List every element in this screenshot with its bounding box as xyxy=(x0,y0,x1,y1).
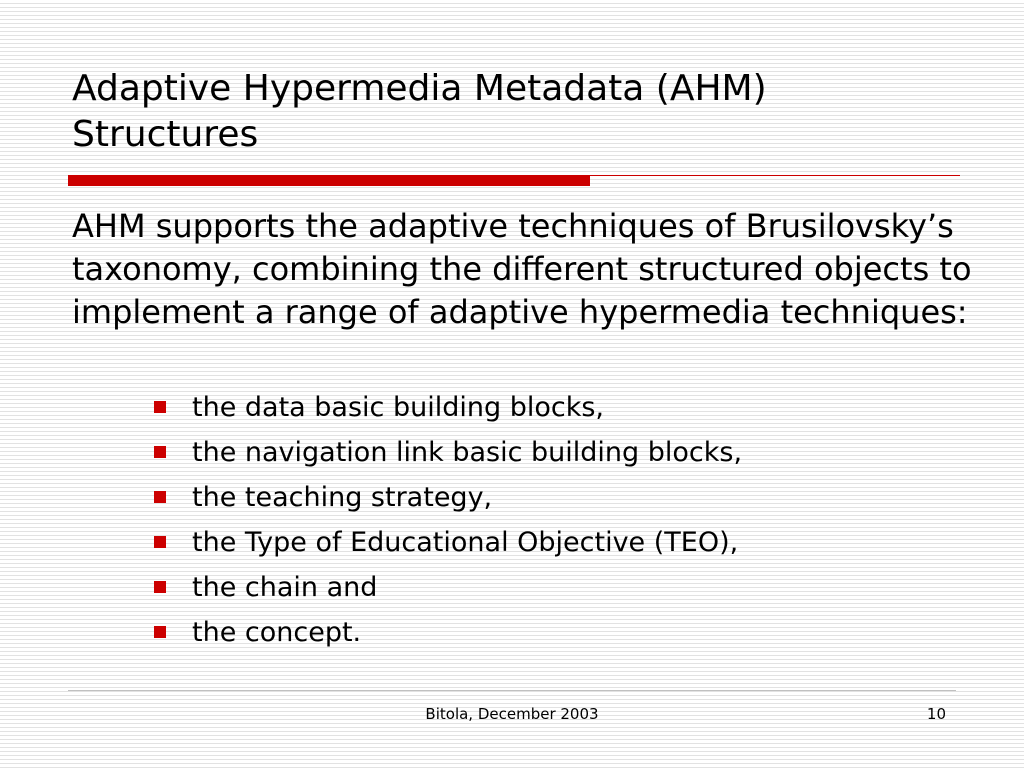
bullet-text: the teaching strategy, xyxy=(192,482,493,513)
title-underline-accent xyxy=(68,175,590,186)
bullet-text: the navigation link basic building blocks, xyxy=(192,437,743,468)
square-bullet-icon xyxy=(154,581,166,593)
bullet-text: the Type of Educational Objective (TEO), xyxy=(192,527,739,558)
intro-paragraph: AHM supports the adaptive techniques of Brusilovsky’s taxonomy, combining the different structured objects to implement a range of adaptive hypermedia techniques: xyxy=(72,207,972,331)
bullet-text: the data basic building blocks, xyxy=(192,392,604,423)
footer-location-date: Bitola, December 2003 xyxy=(425,705,599,723)
bullet-item xyxy=(144,567,964,612)
bullet-item xyxy=(144,477,964,522)
square-bullet-icon xyxy=(154,446,166,458)
square-bullet-icon xyxy=(154,626,166,638)
bullet-item xyxy=(144,432,964,477)
bullet-text: the concept. xyxy=(192,617,362,648)
slide-number: 10 xyxy=(926,705,946,723)
bullet-item xyxy=(144,612,964,657)
slide-title: Adaptive Hypermedia Metadata (AHM) Structures xyxy=(72,68,767,155)
square-bullet-icon xyxy=(154,401,166,413)
square-bullet-icon xyxy=(154,491,166,503)
bullet-item xyxy=(144,387,964,432)
square-bullet-icon xyxy=(154,536,166,548)
footer-divider xyxy=(68,690,956,691)
bullet-list xyxy=(144,387,964,657)
bullet-text: the chain and xyxy=(192,572,378,603)
bullet-item xyxy=(144,522,964,567)
